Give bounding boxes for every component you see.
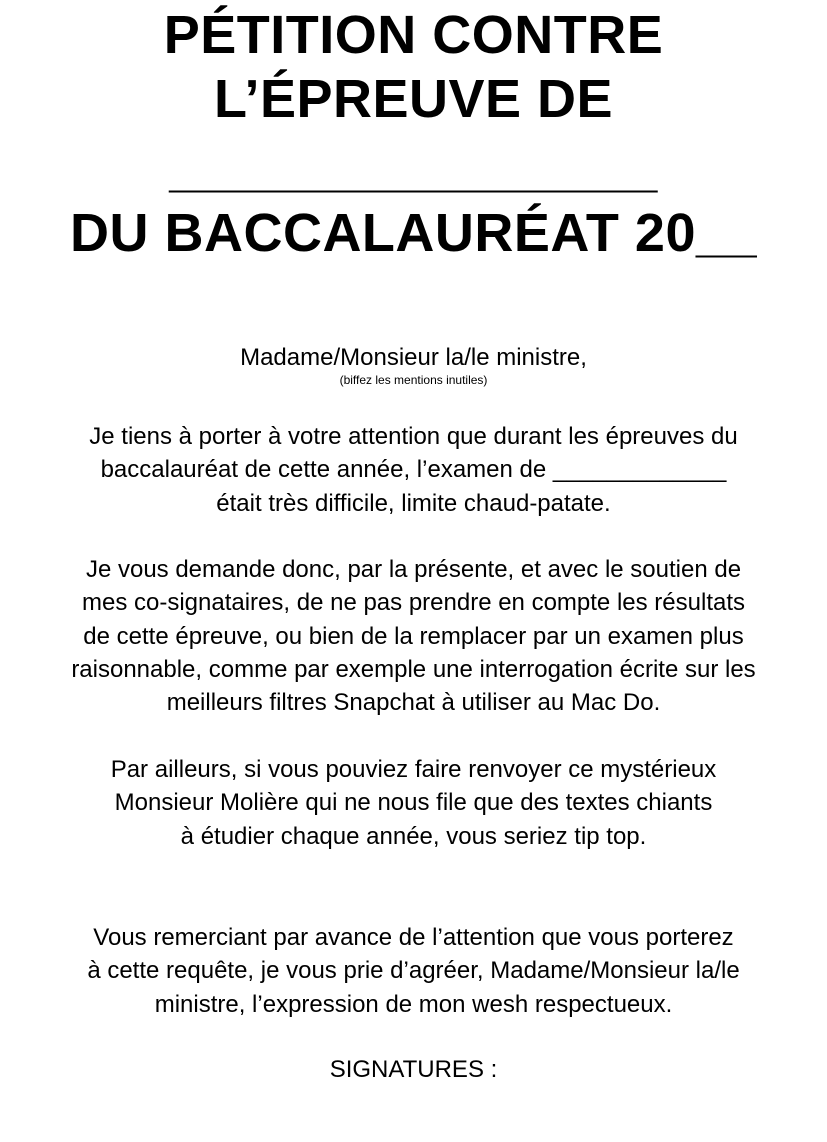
paragraph-1 [0, 420, 827, 520]
signatures-label: SIGNATURES : [329, 1056, 498, 1083]
paragraph-line: baccalauréat de cette année, l’examen de _____________ [100, 456, 727, 484]
paragraph-line: Je tiens à porter à votre attention que durant les épreuves du [89, 423, 738, 450]
title-line-1: PÉTITION CONTRE [163, 5, 664, 65]
title-line-4: DU BACCALAURÉAT 20__ [69, 203, 758, 263]
paragraph-2 [0, 553, 827, 719]
title-blank-line: ________________ [169, 138, 658, 198]
title-line-2: L’ÉPREUVE DE [213, 69, 614, 129]
paragraph-4 [0, 921, 827, 1021]
paragraph-line: ministre, l’expression de mon wesh respectueux. [154, 990, 673, 1018]
paragraph-line: était très difficile, limite chaud-patate. [216, 489, 611, 517]
paragraph-line: meilleurs filtres Snapchat à utiliser au Mac Do. [166, 689, 661, 717]
paragraph-line: raisonnable, comme par exemple une interrogation écrite sur les [71, 655, 756, 683]
paragraph-line: à étudier chaque année, vous seriez tip top. [180, 822, 647, 850]
paragraph-line: Par ailleurs, si vous pouviez faire renvoyer ce mystérieux [110, 756, 717, 783]
salutation-note: (biffez les mentions inutiles) [339, 373, 488, 387]
paragraph-3 [0, 753, 827, 853]
paragraph-line: Monsieur Molière qui ne nous file que des textes chiants [114, 789, 713, 817]
salutation: Madame/Monsieur la/le ministre, [240, 344, 587, 371]
paragraph-line: à cette requête, je vous prie d’agréer, Madame/Monsieur la/le [87, 957, 740, 985]
paragraph-line: mes co-signataires, de ne pas prendre en compte les résultats [81, 589, 745, 617]
paragraph-line: Je vous demande donc, par la présente, et avec le soutien de [85, 556, 742, 583]
paragraph-line: de cette épreuve, ou bien de la remplacer par un examen plus [83, 622, 744, 650]
paragraph-line: Vous remerciant par avance de l’attention que vous porterez [93, 924, 734, 951]
